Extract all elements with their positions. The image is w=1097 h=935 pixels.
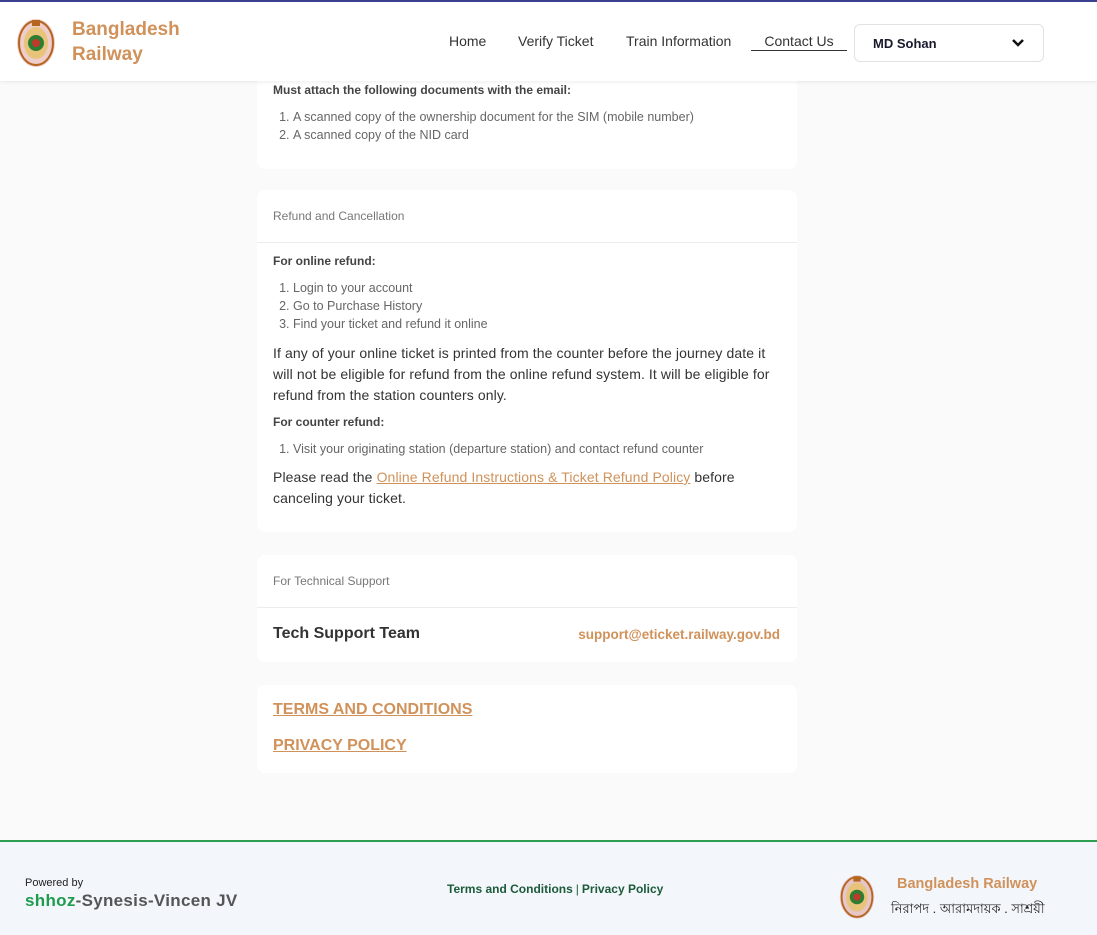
nav-train-information[interactable]: Train Information [626, 33, 732, 49]
footer-separator: | [575, 882, 579, 896]
powered-by-label: Powered by [25, 877, 84, 889]
list-item: 1. A scanned copy of the ownership document for the SIM (mobile number) [293, 108, 694, 126]
privacy-link[interactable]: PRIVACY POLICY [273, 737, 407, 754]
tech-support-card [257, 555, 797, 662]
nav-contact-us[interactable]: Contact Us [751, 33, 847, 51]
list-item: 1. Login to your account [293, 279, 488, 297]
list-item: 3. Find your ticket and refund it online [293, 315, 488, 333]
policy-suffix: before canceling your ticket. [273, 469, 735, 506]
footer-links [447, 882, 663, 896]
counter-refund-steps [257, 440, 703, 458]
vendor-logo[interactable] [25, 891, 238, 911]
footer-railway-logo-icon [838, 872, 876, 922]
list-item: 2. Go to Purchase History [293, 297, 488, 315]
policy-prefix: Please read the [273, 469, 377, 485]
terms-link[interactable]: TERMS AND CONDITIONS [273, 701, 473, 718]
refund-policy-note [273, 467, 773, 509]
counter-refund-label: For counter refund: [273, 415, 385, 429]
vendor-logo-rest: hoz [45, 891, 76, 910]
refund-card-title: Refund and Cancellation [257, 190, 797, 243]
brand-line-1: Bangladesh [72, 19, 180, 40]
online-refund-note: If any of your online ticket is printed from the counter before the journey date it will not be eligible for refund from the online refund system. It will be eligible for refund from the station counters only. [273, 345, 770, 403]
top-header [0, 0, 1097, 81]
list-item: 2. A scanned copy of the NID card [293, 126, 694, 144]
chevron-down-icon [1011, 37, 1025, 49]
user-menu-button[interactable] [854, 24, 1044, 62]
footer [0, 840, 1097, 935]
vendor-logo-tail: -Synesis-Vincen JV [75, 891, 238, 910]
footer-brand-name: Bangladesh Railway [897, 876, 1038, 892]
list-item: 1. Visit your originating station (departure station) and contact refund counter [293, 440, 703, 458]
nav-home[interactable]: Home [449, 33, 487, 49]
online-refund-label: For online refund: [273, 254, 376, 268]
refund-card [257, 190, 797, 532]
footer-terms-link[interactable]: Terms and Conditions [447, 882, 573, 896]
refund-policy-link[interactable]: Online Refund Instructions & Ticket Refund Policy [376, 469, 691, 485]
nav-verify-ticket[interactable]: Verify Ticket [518, 33, 594, 49]
legal-links-card [257, 685, 797, 773]
documents-label: Must attach the following documents with the email: [273, 83, 572, 97]
support-email-link[interactable]: support@eticket.railway.gov.bd [578, 627, 780, 642]
footer-tagline: নিরাপদ . আরামদায়ক . সাশ্রয়ী [891, 901, 1045, 916]
brand-line-2: Railway [72, 44, 143, 65]
vendor-logo-sh: sh [25, 891, 46, 910]
user-name: MD Sohan [873, 36, 937, 51]
online-refund-steps [257, 279, 488, 333]
tech-support-team: Tech Support Team [273, 625, 420, 642]
brand-name[interactable] [72, 17, 180, 67]
tech-support-title: For Technical Support [257, 555, 797, 608]
documents-list [257, 108, 694, 144]
footer-privacy-link[interactable]: Privacy Policy [581, 882, 664, 896]
railway-logo-icon[interactable] [15, 16, 57, 70]
